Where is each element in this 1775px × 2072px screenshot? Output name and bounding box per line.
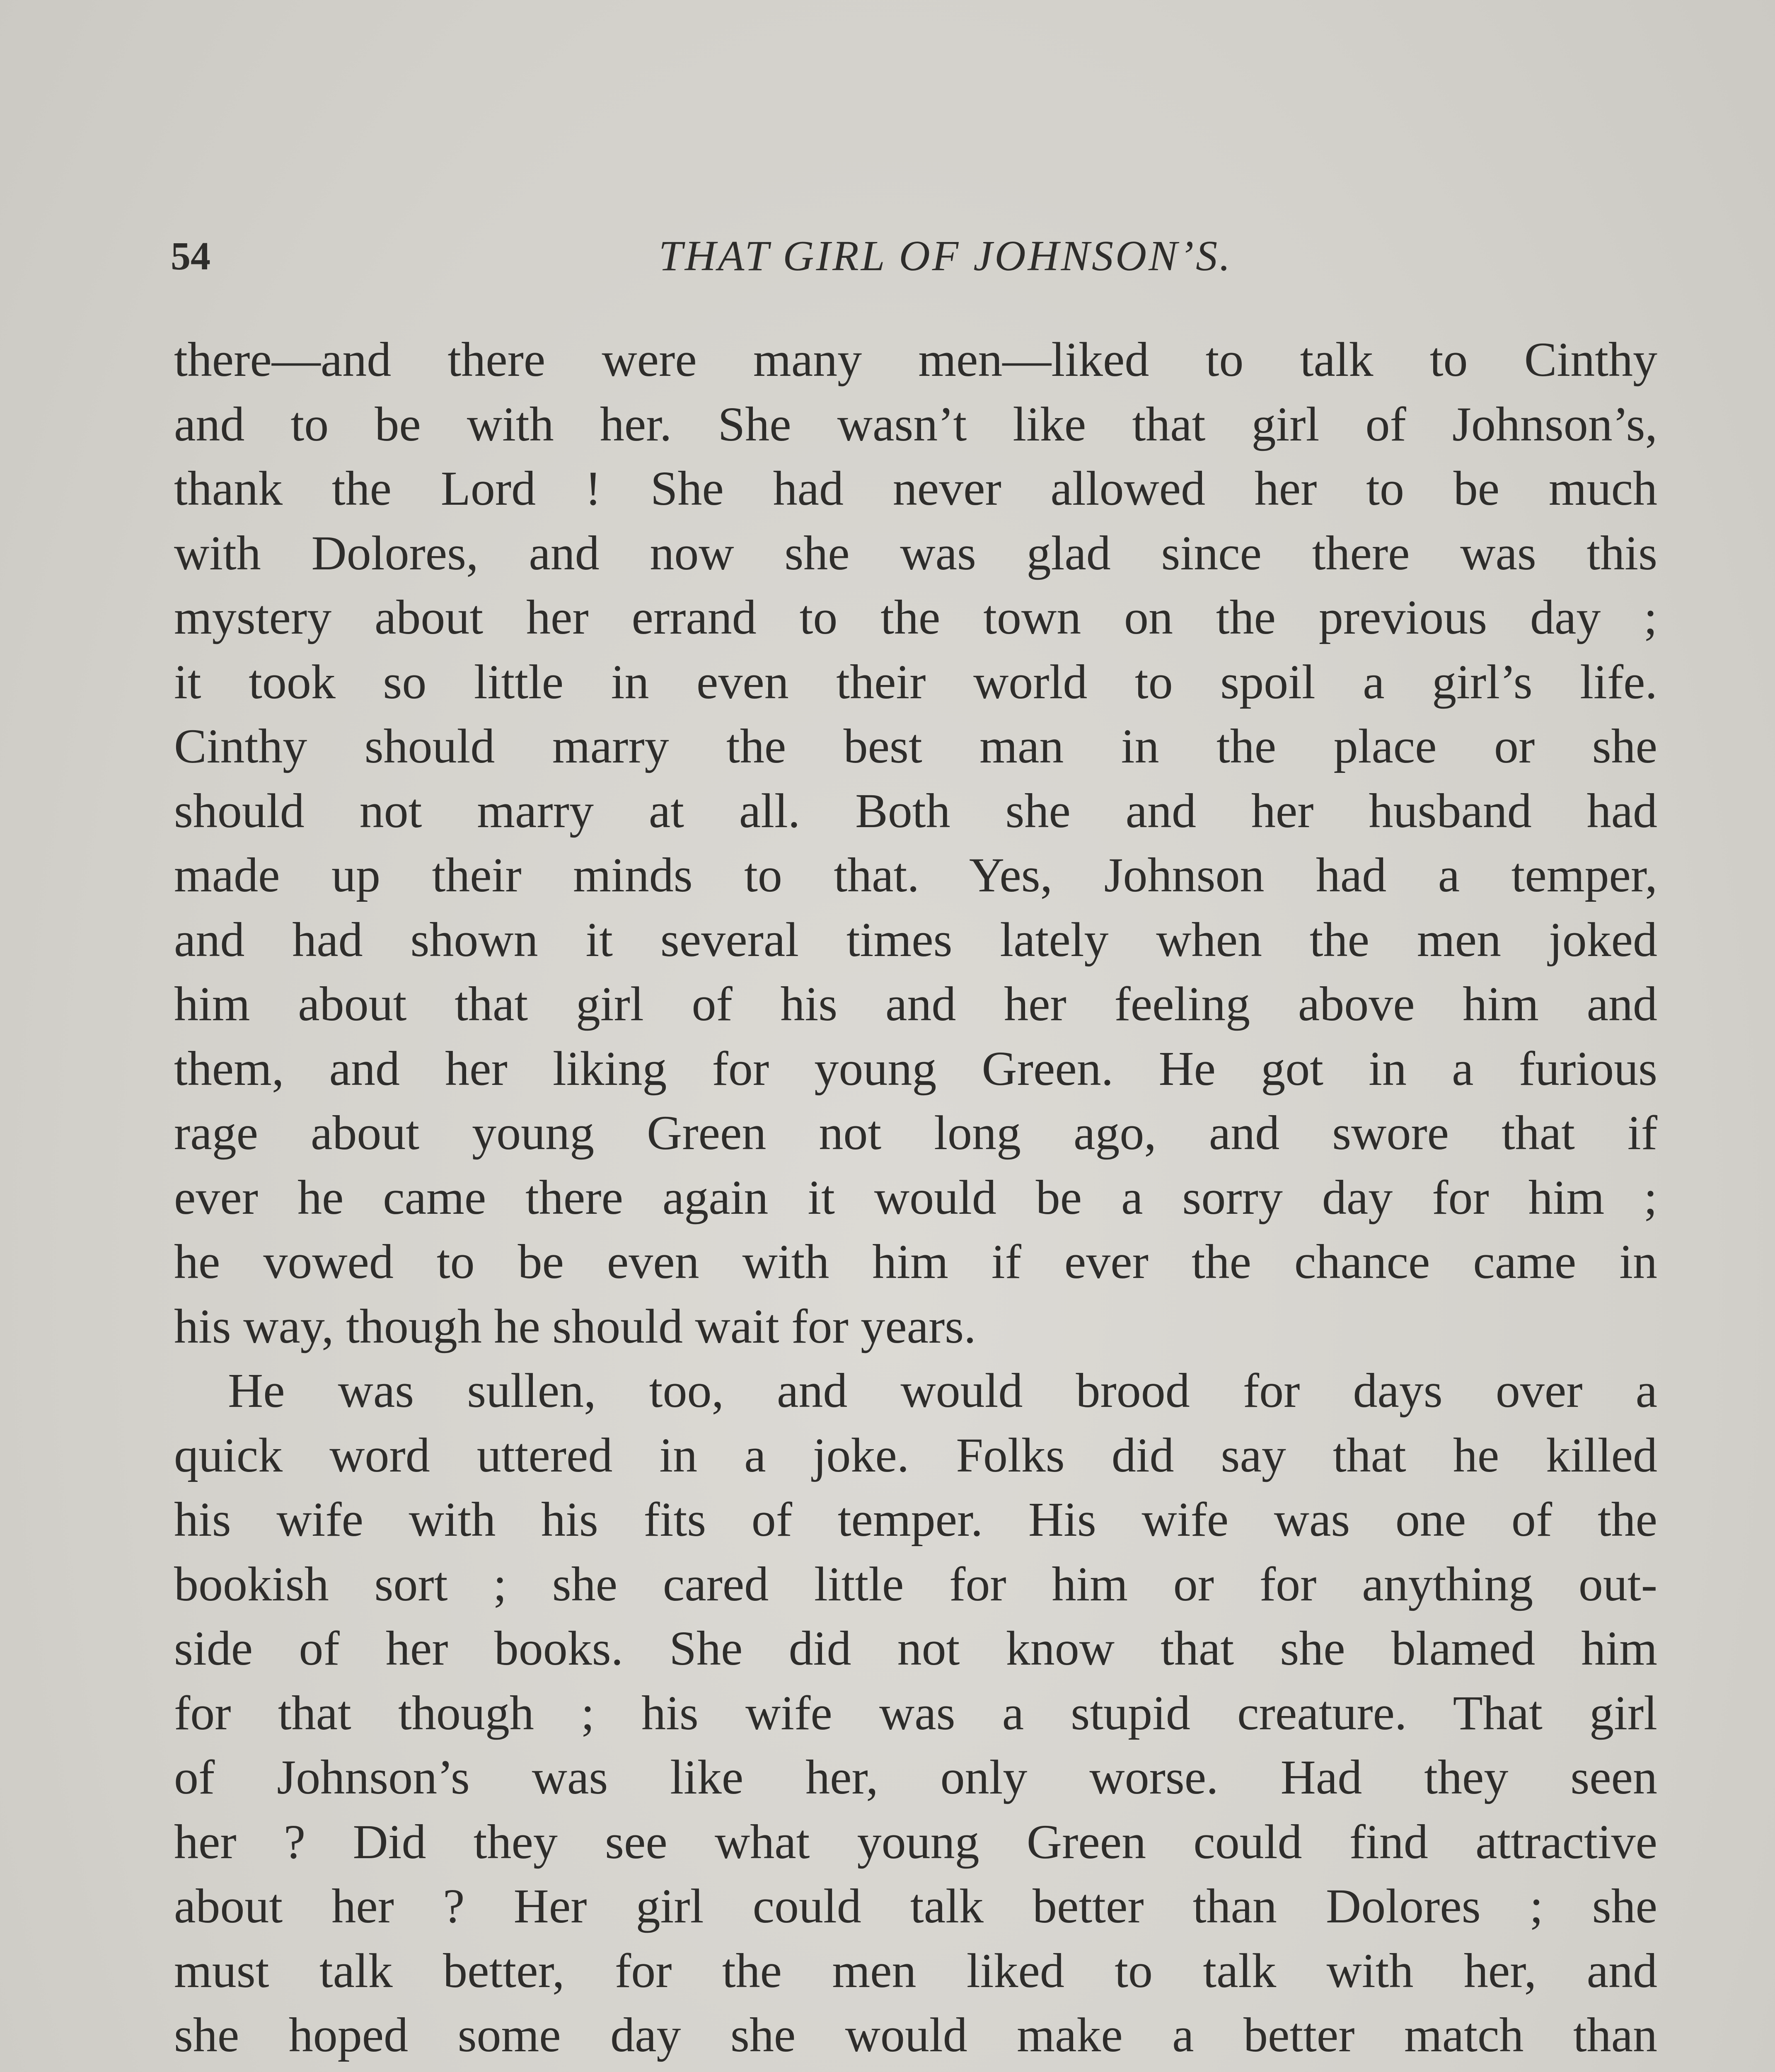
text-line: with Dolores, and now she was glad since there was this [174,525,1657,580]
text-line: Cinthy should marry the best man in the place or she [174,719,1657,773]
text-line: there—and there were many men—liked to talk to Cinthy [174,332,1657,387]
text-line: mystery about her errand to the town on the previous day ; [174,590,1657,644]
text-line: his way, though he should wait for years. [174,1299,976,1353]
text-line: must talk better, for the men liked to talk with her, and [174,1943,1657,1998]
text-line: thank the Lord ! She had never allowed her to be much [174,461,1657,516]
page-header [171,227,1662,285]
body-text [174,327,1657,2072]
text-line: for that though ; his wife was a stupid creature. That girl [174,1685,1657,1740]
text-line: and to be with her. She wasn’t like that girl of Johnson’s, [174,397,1657,451]
running-title: THAT GIRL OF JOHNSON’S. [658,232,1233,280]
text-line: He was sullen, too, and would brood for days over a [228,1363,1657,1418]
text-line: his wife with his fits of temper. His wife was one of the [174,1492,1657,1547]
text-line: made up their minds to that. Yes, Johnson had a temper, [174,848,1657,902]
page-number: 54 [171,234,210,278]
text-line: of Johnson’s was like her, only worse. Had they seen [174,1750,1657,1804]
paragraph [174,327,1657,1358]
text-line: it took so little in even their world to spoil a girl’s life. [174,654,1657,709]
paragraph [174,1358,1657,2072]
text-line: rage about young Green not long ago, and swore that if [174,1106,1657,1160]
text-line: them, and her liking for young Green. He got in a furious [174,1041,1657,1096]
text-line: ever he came there again it would be a sorry day for him ; [174,1170,1657,1225]
text-line: should not marry at all. Both she and her husband had [174,783,1657,838]
text-line: quick word uttered in a joke. Folks did say that he killed [174,1428,1657,1482]
text-line: she hoped some day she would make a better match than [174,2008,1657,2062]
text-line [174,2067,1657,2072]
text-line: him about that girl of his and her feeling above him and [174,977,1657,1031]
text-line: he vowed to be even with him if ever the chance came in [174,1234,1657,1289]
text-line: about her ? Her girl could talk better than Dolores ; she [174,1879,1657,1933]
text-line: and had shown it several times lately when the men joked [174,912,1657,967]
text-line: side of her books. She did not know that she blamed him [174,1621,1657,1675]
text-line: her ? Did they see what young Green could find attractive [174,1814,1657,1869]
text-line: bookish sort ; she cared little for him or for anything out- [174,1556,1657,1611]
